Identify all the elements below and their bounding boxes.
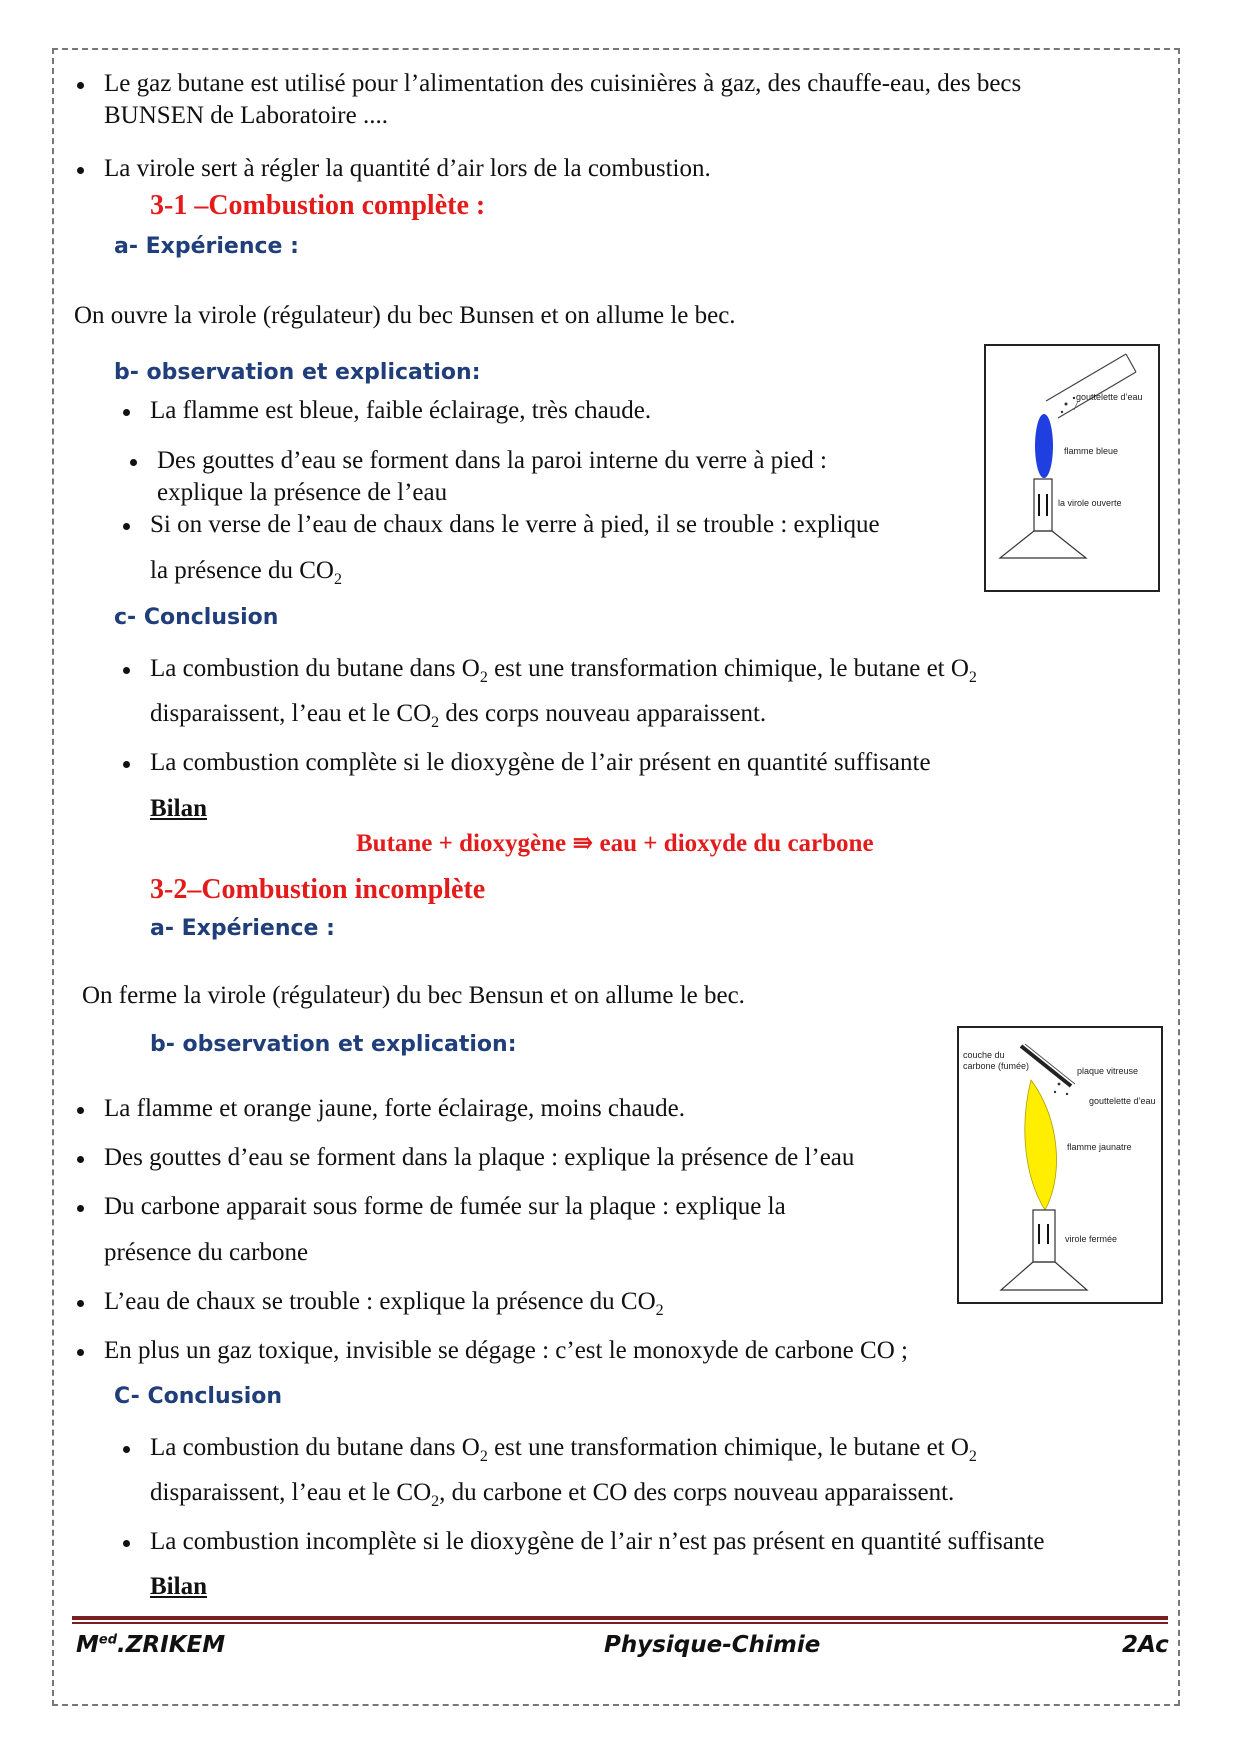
label-droplet-incomplete: gouttelette d’eau <box>1089 1096 1156 1106</box>
complete-obs-2-line-1: Des gouttes d’eau se forment dans la paroi interne du verre à pied : <box>157 447 827 474</box>
complete-observation-heading: b- observation et explication: <box>114 360 481 385</box>
complete-equation: Butane + dioxygène ⇛ eau + dioxyde du carbone <box>356 830 874 857</box>
figure-incomplete-combustion <box>957 1026 1163 1304</box>
complete-experience-text: On ouvre la virole (régulateur) du bec Bunsen et on allume le bec. <box>74 302 736 329</box>
complete-obs-1: La flamme est bleue, faible éclairage, très chaude. <box>150 397 652 424</box>
yellow-flame-icon <box>1025 1080 1057 1210</box>
incomplete-obs-4: L’eau de chaux se trouble : explique la présence du $CO_2$ <box>104 1288 664 1319</box>
label-droplet-complete: gouttelette d’eau <box>1076 392 1143 402</box>
label-glass-plate: plaque vitreuse <box>1077 1066 1139 1076</box>
footer-subject: Physique-Chimie <box>604 1632 821 1658</box>
bunsen-closed-diagram <box>959 1028 1161 1302</box>
complete-obs-3-line-2: la présence du $CO_2$ <box>150 557 342 588</box>
label-closed-virole: virole fermée <box>1065 1234 1118 1244</box>
bunsen-open-diagram <box>986 346 1158 590</box>
incomplete-bilan: Bilan <box>150 1573 207 1600</box>
section-incomplete-title: 3-2–Combustion incomplète <box>150 874 486 905</box>
footer-rule-thin <box>72 1622 1168 1624</box>
label-open-virole: la virole ouverte <box>1058 498 1122 508</box>
complete-conclusion-heading: c- Conclusion <box>114 605 279 630</box>
label-yellow-flame: flamme jaunatre <box>1067 1142 1132 1152</box>
incomplete-experience-heading: a- Expérience : <box>150 916 335 941</box>
blue-flame-icon <box>1035 414 1053 478</box>
bunsen-burner-closed-icon <box>1001 1210 1087 1290</box>
incomplete-observation-heading: b- observation et explication: <box>150 1032 517 1057</box>
section-complete-title: 3-1 –Combustion complète : <box>150 190 486 221</box>
intro-bullet-1-line-2: BUNSEN de Laboratoire .... <box>104 102 388 129</box>
complete-obs-3-line-1: Si on verse de l’eau de chaux dans le verre à pied, il se trouble : explique <box>150 511 880 538</box>
incomplete-obs-2: Des gouttes d’eau se forment dans la plaque : explique la présence de l’eau <box>104 1144 855 1171</box>
incomplete-conclusion-heading: C- Conclusion <box>114 1384 283 1409</box>
complete-experience-heading: a- Expérience : <box>114 234 299 259</box>
incomplete-obs-3-line-1: Du carbone apparait sous forme de fumée sur la plaque : explique la <box>104 1193 786 1220</box>
figure-complete-combustion <box>984 344 1160 592</box>
incomplete-concl-1-line-2: disparaissent, l’eau et le $CO_2$, du carbone et CO des corps nouveau apparaissent. <box>150 1479 955 1510</box>
incomplete-obs-5: En plus un gaz toxique, invisible se dégage : c’est le monoxyde de carbone CO ; <box>104 1337 908 1364</box>
footer-author: $M^{ed}.ZRIKEM$ <box>76 1632 226 1658</box>
incomplete-concl-1-line-1: La combustion du butane dans $O_2$ est une transformation chimique, le butane et $O_2$ <box>150 1434 977 1465</box>
complete-concl-2: La combustion complète si le dioxygène de l’air présent en quantité suffisante <box>150 749 931 776</box>
incomplete-obs-1: La flamme et orange jaune, forte éclairage, moins chaude. <box>104 1095 685 1122</box>
complete-concl-1-line-1: La combustion du butane dans $O_2$ est une transformation chimique, le butane et $O_2$ <box>150 655 977 686</box>
label-carbon-layer-1: couche du <box>963 1050 1005 1060</box>
incomplete-experience-text: On ferme la virole (régulateur) du bec Bensun et on allume le bec. <box>82 982 745 1009</box>
footer-rule-thick <box>72 1616 1168 1620</box>
complete-concl-1-line-2: disparaissent, l’eau et le $CO_2$ des corps nouveau apparaissent. <box>150 700 767 731</box>
label-carbon-layer-2: carbone (fumée) <box>963 1061 1030 1071</box>
complete-bilan: Bilan <box>150 795 207 822</box>
bunsen-burner-icon <box>1000 479 1086 558</box>
label-blue-flame: flamme bleue <box>1064 446 1119 456</box>
tilted-glass-icon <box>1046 354 1136 418</box>
footer-level: 2Ac <box>1122 1632 1169 1658</box>
complete-obs-2-line-2: explique la présence de l’eau <box>157 479 448 506</box>
intro-bullet-1-line-1: Le gaz butane est utilisé pour l’alimentation des cuisinières à gaz, des chauffe-eau, des becs <box>104 70 1022 97</box>
incomplete-concl-2: La combustion incomplète si le dioxygène de l’air n’est pas présent en quantité suffisante <box>150 1528 1045 1555</box>
intro-bullet-2: La virole sert à régler la quantité d’air lors de la combustion. <box>104 155 711 182</box>
incomplete-obs-3-line-2: présence du carbone <box>104 1239 309 1266</box>
